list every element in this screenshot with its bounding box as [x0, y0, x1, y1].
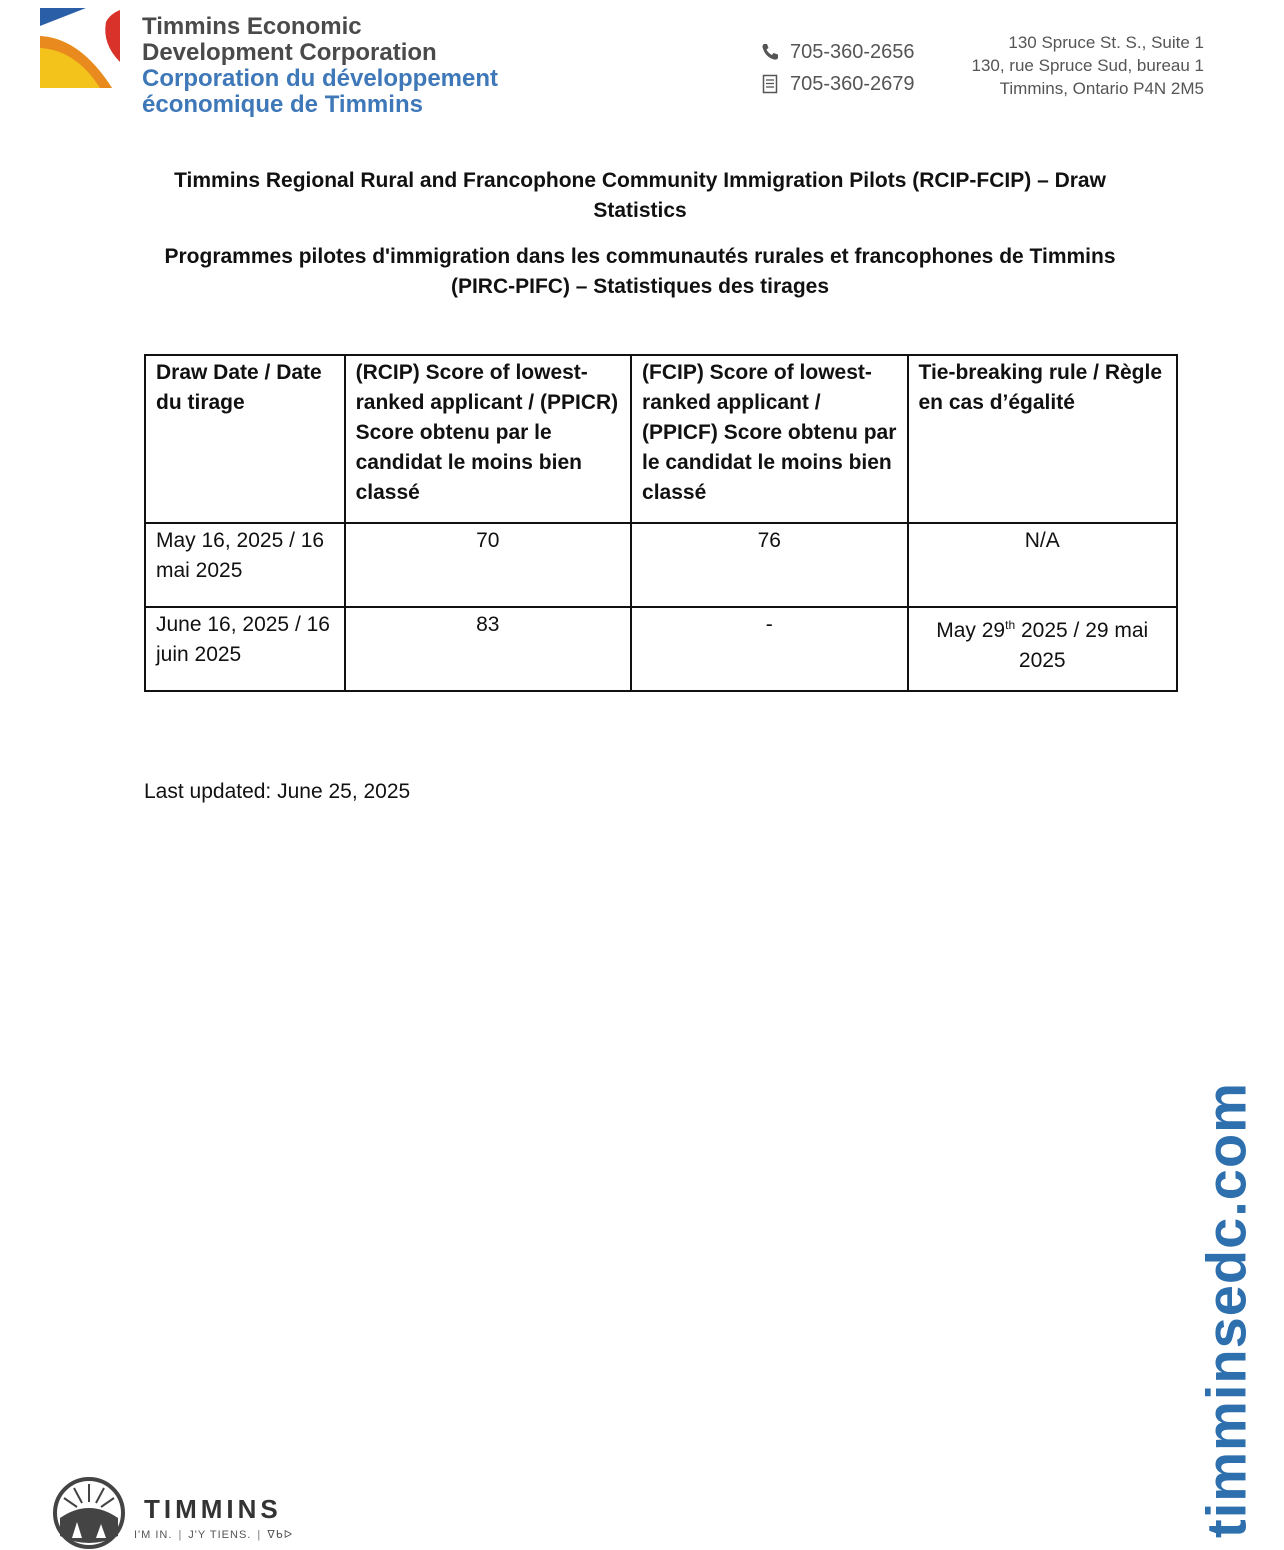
header-rcip-score: (RCIP) Score of lowest-ranked applicant / (PPICR) Score obtenu par le candidat le moins bien classé	[345, 355, 631, 523]
phone-row	[760, 36, 915, 68]
title-french: Programmes pilotes d'immigration dans les communautés rurales et francophones de Timmins (PIRC-PIFC) – Statistiques des tirages	[164, 245, 1116, 298]
cell-fcip-score: 76	[631, 523, 907, 607]
phone-icon	[760, 42, 780, 62]
cell-tie-breaking-rule	[908, 607, 1178, 691]
timmins-emblem-icon	[52, 1476, 126, 1550]
website-url[interactable]: timminsedc.com	[1194, 1082, 1258, 1538]
cell-fcip-score: -	[631, 607, 907, 691]
tagline-fr: J'Y TIENS.	[188, 1529, 252, 1541]
address-line3: Timmins, Ontario P4N 2M5	[999, 79, 1204, 98]
fax-number[interactable]: 705-360-2679	[790, 72, 915, 95]
address	[972, 31, 1205, 100]
cell-draw-date: June 16, 2025 / 16 juin 2025	[145, 607, 345, 691]
header-fcip-score: (FCIP) Score of lowest-ranked applicant / (PPICF) Score obtenu par le candidat le moins bien classé	[631, 355, 907, 523]
table-header-row	[145, 355, 1177, 523]
address-line1: 130 Spruce St. S., Suite 1	[1008, 33, 1204, 52]
tedc-logo	[40, 8, 122, 90]
org-name-fr-line2: économique de Timmins	[142, 91, 423, 118]
organization-name	[142, 14, 498, 118]
org-name-fr-line1: Corporation du développement	[142, 65, 499, 92]
header-tie-breaking-rule: Tie-breaking rule / Règle en cas d’égalité	[908, 355, 1178, 523]
timmins-brand: TIMMINS	[144, 1494, 282, 1524]
fax-icon	[760, 74, 780, 94]
fax-row	[760, 68, 915, 100]
cell-tie-breaking-rule: N/A	[908, 523, 1178, 607]
document-titles	[140, 166, 1140, 302]
phone-number[interactable]: 705-360-2656	[790, 40, 915, 63]
tagline-en: I'M IN.	[134, 1529, 173, 1541]
cell-draw-date: May 16, 2025 / 16 mai 2025	[145, 523, 345, 607]
address-line2: 130, rue Spruce Sud, bureau 1	[971, 56, 1204, 75]
tie-rule-ordinal: th	[1005, 618, 1016, 632]
table-row	[145, 523, 1177, 607]
cell-rcip-score: 83	[345, 607, 631, 691]
header-draw-date: Draw Date / Date du tirage	[145, 355, 345, 523]
cell-rcip-score: 70	[345, 523, 631, 607]
contact-info	[760, 36, 915, 100]
tie-rule-rest: 2025 / 29 mai 2025	[1015, 619, 1149, 672]
tagline-oj: ᐁᑲᐅ	[267, 1529, 294, 1541]
draw-statistics-table	[144, 354, 1178, 692]
org-name-en-line2: Development Corporation	[142, 39, 437, 66]
table-row	[145, 607, 1177, 691]
org-name-en-line1: Timmins Economic	[142, 13, 362, 40]
tie-rule-date: May 29	[936, 619, 1006, 642]
title-english: Timmins Regional Rural and Francophone Community Immigration Pilots (RCIP-FCIP) – Draw Statistics	[174, 169, 1106, 222]
last-updated: Last updated: June 25, 2025	[144, 780, 411, 803]
footer-tagline: I'M IN. | J'Y TIENS. | ᐁᑲᐅ	[134, 1529, 294, 1541]
